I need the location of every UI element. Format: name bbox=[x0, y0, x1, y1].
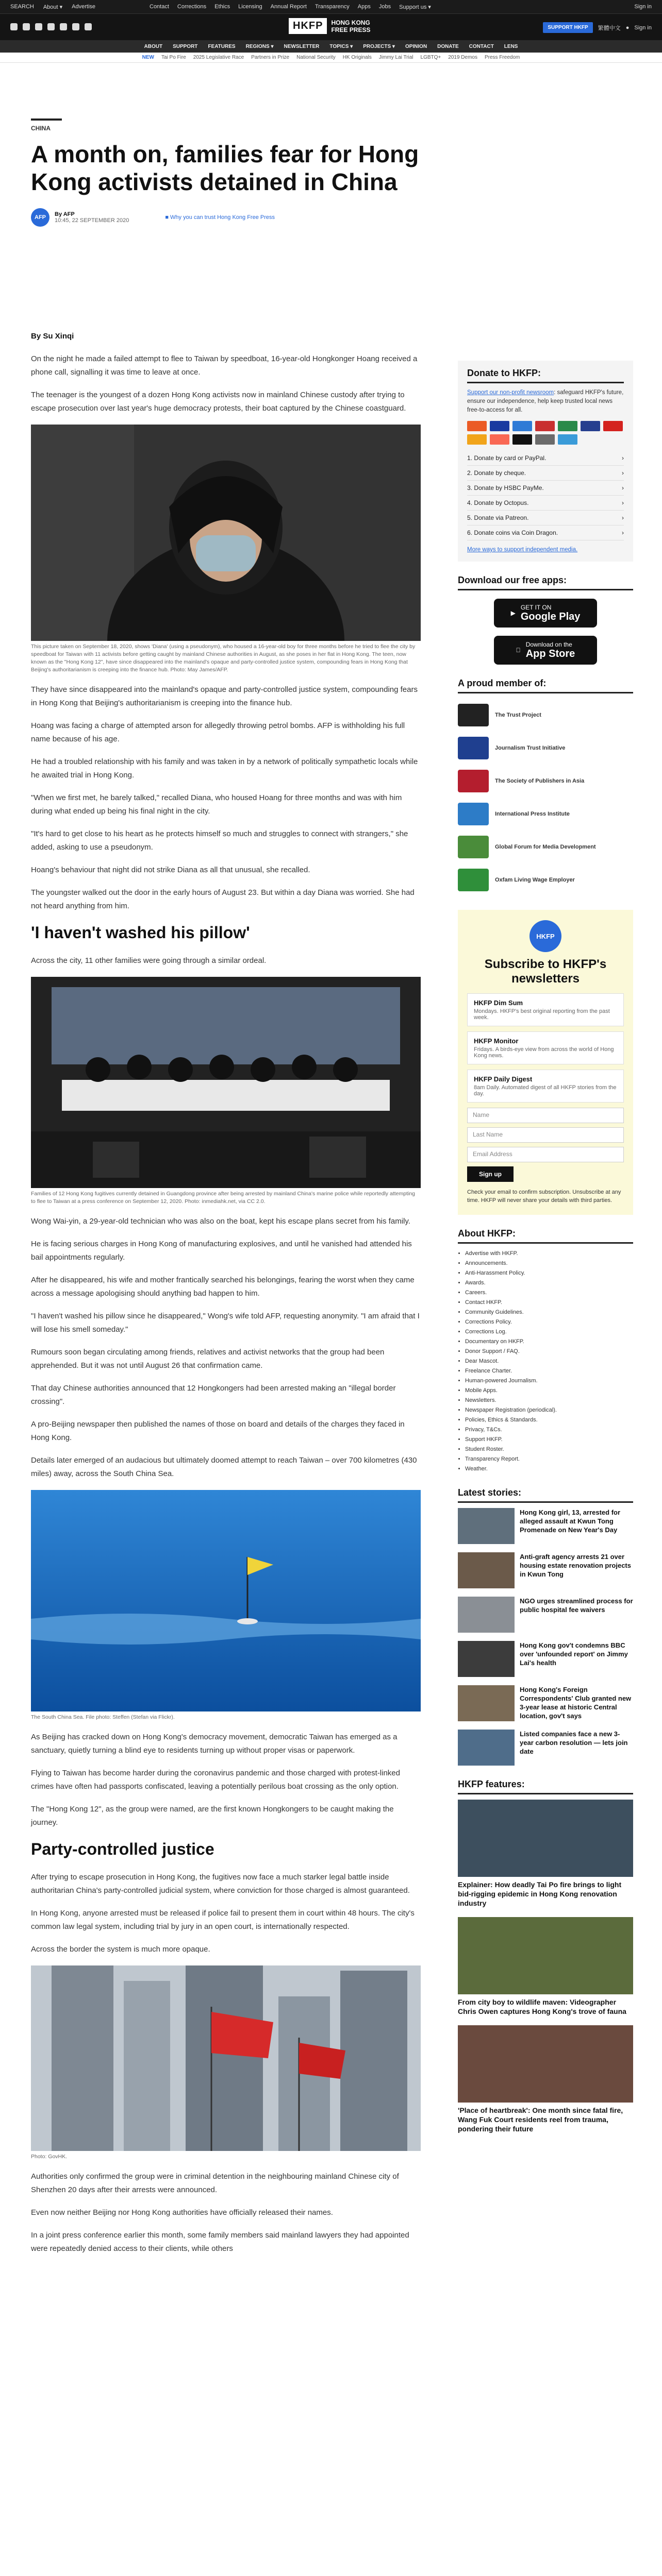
nav-topics[interactable]: TOPICS ▾ bbox=[329, 43, 353, 49]
members-heading: A proud member of: bbox=[458, 678, 633, 693]
about-link[interactable]: • Corrections Policy. bbox=[465, 1317, 633, 1327]
apps-link[interactable]: Apps bbox=[357, 4, 371, 10]
donate-option-label: 4. Donate by Octopus. bbox=[467, 499, 529, 506]
apps-widget bbox=[458, 575, 633, 665]
paragraph: Even now neither Beijing nor Hong Kong authorities have officially released their names. bbox=[31, 2208, 333, 2217]
option-title: HKFP Daily Digest bbox=[474, 1075, 533, 1083]
option-title: HKFP Monitor bbox=[474, 1037, 519, 1045]
feature-image bbox=[458, 1917, 633, 1994]
paragraph: That day Chinese authorities announced that 12 Hongkongers had been arrested making an "illegal border crossing". bbox=[31, 1384, 396, 1406]
paragraph: Authorities only confirmed the group were in criminal detention in the neighbouring mainland Chinese city of Shenzhen 20 days after their arrests were announced. bbox=[31, 2172, 399, 2194]
trending-item[interactable]: Jimmy Lai Trial bbox=[378, 55, 413, 60]
octopus-icon bbox=[467, 434, 487, 445]
app-store-button[interactable] bbox=[494, 636, 597, 665]
about-link[interactable]: • Community Guidelines. bbox=[465, 1308, 633, 1317]
about-heading: About HKFP: bbox=[458, 1228, 633, 1244]
paragraph: Hoang was facing a charge of attempted arson for allegedly throwing petrol bombs. AFP is withholding his full name because of his age. bbox=[31, 721, 405, 743]
paragraph: Across the city, 11 other families were going through a similar ordeal. bbox=[31, 956, 267, 965]
apps-heading: Download our free apps: bbox=[458, 575, 633, 590]
trending-item[interactable]: Press Freedom bbox=[484, 55, 520, 60]
about-link[interactable]: • Donor Support / FAQ. bbox=[465, 1347, 633, 1357]
paragraph: "It's hard to get close to his heart as he protects himself so much and struggles to connect with strangers," she added, asking to use a pseudonym. bbox=[31, 829, 408, 852]
trust-project-logo bbox=[458, 704, 489, 726]
paypal-icon bbox=[581, 421, 600, 431]
more-ways-link[interactable]: More ways to support independent media. bbox=[467, 547, 578, 553]
header bbox=[0, 13, 662, 40]
rss-icon[interactable] bbox=[85, 23, 92, 30]
chevron-right-icon: › bbox=[622, 514, 624, 521]
chevron-right-icon: › bbox=[622, 469, 624, 477]
story-thumbnail bbox=[458, 1552, 515, 1588]
about-link[interactable]: • Transparency Report. bbox=[465, 1454, 633, 1464]
payment-logos bbox=[467, 421, 624, 445]
features-heading: HKFP features: bbox=[458, 1779, 633, 1794]
donate-heading: Donate to HKFP: bbox=[467, 368, 624, 383]
feature-story[interactable] bbox=[458, 2025, 633, 2133]
paragraph: In Hong Kong, anyone arrested must be released if police fail to present them in court within 48 hours. The city's common law legal system, including trial by jury in an open court, is internationally respected. bbox=[31, 1909, 415, 1931]
story-title: Hong Kong's Foreign Correspondents' Club granted new 3-year lease at historic Central location, gov't says bbox=[520, 1686, 632, 1720]
donate-option-label: 6. Donate coins via Coin Dragon. bbox=[467, 529, 558, 536]
payme-icon bbox=[603, 421, 623, 431]
section-heading: Party-controlled justice bbox=[31, 1840, 214, 1858]
logo-line-1: HONG KONG bbox=[331, 19, 370, 26]
member-gfmd[interactable] bbox=[458, 831, 633, 863]
story-thumbnail bbox=[458, 1508, 515, 1544]
about-link[interactable]: • Support HKFP. bbox=[465, 1435, 633, 1445]
newsletter-note: Check your email to confirm subscription. Unsubscribe at any time. HKFP will never share your details with third parties. bbox=[467, 1189, 621, 1204]
main-nav bbox=[0, 40, 662, 53]
donate-option-label: 2. Donate by cheque. bbox=[467, 469, 526, 477]
about-link[interactable]: • Student Roster. bbox=[465, 1445, 633, 1454]
author-avatar[interactable]: AFP bbox=[31, 208, 49, 227]
paragraph: "I haven't washed his pillow since he disappeared," Wong's wife told AFP, requesting anonymity. "I am afraid that I will lose his smell someday." bbox=[31, 1312, 420, 1334]
member-jti[interactable] bbox=[458, 732, 633, 765]
story-thumbnail bbox=[458, 1730, 515, 1766]
amex-icon bbox=[512, 421, 532, 431]
latest-story[interactable] bbox=[458, 1552, 633, 1588]
nav-features[interactable]: FEATURES bbox=[208, 43, 236, 49]
photo-flags-buildings bbox=[31, 1965, 421, 2151]
paragraph: The youngster walked out the door in the early hours of August 23. But within a day Diana was worried. She had not heard anything from him. bbox=[31, 888, 415, 910]
about-link[interactable]: • Careers. bbox=[465, 1288, 633, 1298]
paragraph: The teenager is the youngest of a dozen Hong Kong activists now in mainland Chinese custody after trying to escape prosecution over last year's huge democracy protests, their boat captured by the Chinese coastguard. bbox=[31, 391, 406, 413]
about-link[interactable]: • Weather. bbox=[465, 1464, 633, 1474]
latest-story[interactable] bbox=[458, 1685, 633, 1721]
about-link[interactable]: • Anti-Harassment Policy. bbox=[465, 1268, 633, 1278]
donate-widget bbox=[458, 361, 633, 562]
article-meta bbox=[31, 208, 631, 227]
trending-new-label: NEW bbox=[142, 55, 154, 60]
trending-item[interactable]: 2019 Demos bbox=[448, 55, 477, 60]
photo-masked-woman bbox=[31, 425, 421, 641]
corrections-link[interactable]: Corrections bbox=[177, 4, 207, 10]
member-sopa[interactable] bbox=[458, 765, 633, 798]
google-play-icon: ▶ bbox=[510, 609, 516, 617]
latest-story[interactable] bbox=[458, 1641, 633, 1677]
linkedin-icon[interactable] bbox=[47, 23, 55, 30]
member-name: Global Forum for Media Development bbox=[495, 844, 596, 850]
donate-option[interactable] bbox=[467, 466, 624, 481]
trust-link-text: Why you can trust Hong Kong Free Press bbox=[170, 214, 275, 221]
about-widget bbox=[458, 1228, 633, 1474]
applepay-icon bbox=[512, 434, 532, 445]
photo-caption: Photo: GovHK. bbox=[31, 2154, 68, 2160]
topbar-sign-in[interactable]: Sign in bbox=[634, 4, 652, 10]
paragraph: Across the border the system is much more opaque. bbox=[31, 1945, 210, 1954]
last-name-field[interactable]: Last Name bbox=[467, 1127, 624, 1143]
store-small-text: GET IT ON bbox=[520, 603, 552, 611]
about-link[interactable]: • Corrections Log. bbox=[465, 1327, 633, 1337]
latest-widget bbox=[458, 1487, 633, 1766]
paragraph: The "Hong Kong 12", as the group were named, are the first known Hongkongers to be caught making the journey. bbox=[31, 1805, 394, 1827]
article-title: A month on, families fear for Hong Kong activists detained in China bbox=[31, 141, 419, 195]
nav-contact[interactable]: CONTACT bbox=[469, 43, 494, 49]
trust-link[interactable]: ■ Why you can trust Hong Kong Free Press bbox=[165, 214, 275, 221]
feature-image bbox=[458, 2025, 633, 2103]
email-field[interactable]: Email Address bbox=[467, 1147, 624, 1162]
youtube-icon[interactable] bbox=[60, 23, 67, 30]
story-title: Listed companies face a new 3-year carbon resolution — lets join date bbox=[520, 1730, 628, 1755]
paragraph: He had a troubled relationship with his family and was taken in by a network of politically sympathetic locals while he awaited trial in Hong Kong. bbox=[31, 757, 418, 779]
paragraph: A pro-Beijing newspaper then published the names of those on board and details of the charges they faced in Hong Kong. bbox=[31, 1420, 405, 1442]
nav-donate[interactable]: DONATE bbox=[437, 43, 459, 49]
jobs-link[interactable]: Jobs bbox=[378, 4, 391, 10]
member-trust-project[interactable] bbox=[458, 699, 633, 732]
paragraph: After trying to escape prosecution in Hong Kong, the fugitives now face a much starker legal battle inside authoritarian China's party-controlled judicial system, where conviction for those charged is almost guaranteed. bbox=[31, 1873, 410, 1895]
member-name: International Press Institute bbox=[495, 811, 570, 817]
about-link[interactable]: • Dear Mascot. bbox=[465, 1357, 633, 1366]
store-name: App Store bbox=[523, 648, 573, 659]
feature-story[interactable] bbox=[458, 1917, 633, 2016]
about-link[interactable]: • Awards. bbox=[465, 1278, 633, 1288]
about-link[interactable]: • Mobile Apps. bbox=[465, 1386, 633, 1396]
paragraph: He is facing serious charges in Hong Kong of manufacturing explosives, and until he vanished had attended his bail appointments regularly. bbox=[31, 1240, 412, 1262]
about-link[interactable]: • Policies, Ethics & Standards. bbox=[465, 1415, 633, 1425]
support-us-menu[interactable]: Support us ▾ bbox=[399, 4, 431, 10]
latest-story[interactable] bbox=[458, 1597, 633, 1633]
member-oxfam[interactable] bbox=[458, 863, 633, 896]
jcb-icon bbox=[558, 421, 577, 431]
trending-item[interactable]: HK Originals bbox=[342, 55, 372, 60]
photo-press-conference bbox=[31, 977, 421, 1188]
donate-option[interactable] bbox=[467, 481, 624, 496]
story-title: Hong Kong gov't condemns BBC over 'unfounded report' on Jimmy Lai's health bbox=[520, 1641, 628, 1667]
donate-option-label: 1. Donate by card or PayPal. bbox=[467, 454, 547, 462]
name-field[interactable]: Name bbox=[467, 1108, 624, 1123]
photo-south-china-sea bbox=[31, 1490, 421, 1711]
newsletter-option-monitor[interactable] bbox=[467, 1031, 624, 1064]
gfmd-logo bbox=[458, 836, 489, 858]
paragraph: Flying to Taiwan has become harder during the coronavirus pandemic and those charged with protest-linked crimes have often had passports confiscated, leaving a potentially perilous boat crossing as the only option. bbox=[31, 1769, 400, 1791]
section-heading: 'I haven't washed his pillow' bbox=[31, 923, 250, 942]
latest-story[interactable] bbox=[458, 1508, 633, 1544]
member-name: The Society of Publishers in Asia bbox=[495, 778, 585, 784]
patreon-icon bbox=[490, 434, 509, 445]
paragraph: On the night he made a failed attempt to flee to Taiwan by speedboat, 16-year-old Hongkonger Hoang received a phone call, signalling it was time to leave at once. bbox=[31, 354, 418, 377]
story-thumbnail bbox=[458, 1641, 515, 1677]
photo-caption: Families of 12 Hong Kong fugitives currently detained in Guangdong province after being arrested by mainland China's marine police while reportedly attempting to flee to Taiwan at a press conference on September 12, 2020. Photo: inmediahk.net, via CC 2.0. bbox=[31, 1191, 416, 1205]
about-link[interactable]: • Newspaper Registration (periodical). bbox=[465, 1405, 633, 1415]
donate-option[interactable] bbox=[467, 451, 624, 466]
feature-title: 'Place of heartbreak': One month since fatal fire, Wang Fuk Court residents reel from trauma, pondering their future bbox=[458, 2106, 623, 2133]
photo-caption: The South China Sea. File photo: Steffen (Stefan via Flickr). bbox=[31, 1714, 175, 1720]
member-name: Oxfam Living Wage Employer bbox=[495, 877, 575, 883]
member-name: The Trust Project bbox=[495, 712, 541, 718]
mastercard-icon bbox=[467, 421, 487, 431]
support-hkfp-button[interactable]: SUPPORT HKFP bbox=[543, 22, 592, 33]
donate-option-label: 5. Donate via Patreon. bbox=[467, 514, 529, 521]
jti-logo bbox=[458, 737, 489, 759]
sign-up-button[interactable]: Sign up bbox=[467, 1166, 514, 1182]
paragraph: They have since disappeared into the mainland's opaque and party-controlled justice system, compounding fears in Hong Kong that Beijing's authoritarianism is creeping into the finance hub. bbox=[31, 685, 418, 707]
googlepay-icon bbox=[535, 434, 555, 445]
visa-icon bbox=[490, 421, 509, 431]
publish-date: 10:45, 22 SEPTEMBER 2020 bbox=[55, 217, 129, 224]
instagram-icon[interactable] bbox=[35, 23, 42, 30]
store-small-text: Download on the bbox=[523, 640, 570, 648]
about-link[interactable]: • Newsletters. bbox=[465, 1396, 633, 1405]
author-name[interactable]: By AFP bbox=[55, 211, 75, 217]
feature-image bbox=[458, 1800, 633, 1877]
newsletter-title: Subscribe to HKFP's newsletters bbox=[484, 957, 607, 986]
support-newsroom-link[interactable]: Support our non-profit newsroom bbox=[467, 389, 554, 396]
fps-icon bbox=[558, 434, 577, 445]
story-title: NGO urges streamlined process for public hospital fee waivers bbox=[520, 1597, 633, 1614]
option-desc: 8am Daily. Automated digest of all HKFP stories from the day. bbox=[474, 1084, 617, 1097]
search-link[interactable]: SEARCH bbox=[10, 4, 34, 10]
licensing-link[interactable]: Licensing bbox=[238, 4, 262, 10]
user-icon[interactable]: ● bbox=[625, 24, 630, 31]
logo-line-2: FREE PRESS bbox=[331, 26, 371, 33]
unionpay-icon bbox=[535, 421, 555, 431]
feature-story[interactable] bbox=[458, 1800, 633, 1908]
story-thumbnail bbox=[458, 1685, 515, 1721]
story-title: Anti-graft agency arrests 21 over housing estate renovation projects in Kwun Tong bbox=[520, 1553, 631, 1578]
paragraph: Wong Wai-yin, a 29-year-old technician who was also on the boat, kept his escape plans secret from his family. bbox=[31, 1217, 410, 1226]
google-play-button[interactable] bbox=[494, 599, 597, 628]
paragraph: In a joint press conference earlier this month, some family members said mainland lawyers they had appointed were repeatedly denied access to their clients, while others bbox=[31, 2231, 409, 2253]
oxfam-logo bbox=[458, 869, 489, 891]
paragraph: Details later emerged of an audacious but ultimately doomed attempt to reach Taiwan – over 700 kilometres (430 miles) away, across the South China Sea. bbox=[31, 1456, 417, 1478]
logo-mark: HKFP bbox=[289, 18, 327, 34]
about-menu[interactable]: About ▾ bbox=[43, 4, 63, 10]
paragraph: "When we first met, he barely talked," recalled Diana, who housed Hoang for three months and was with him during what ended up being his final night in the city. bbox=[31, 793, 402, 816]
newsletter-widget bbox=[458, 910, 633, 1215]
article-header bbox=[31, 118, 631, 227]
donate-option[interactable] bbox=[467, 496, 624, 511]
donate-text: : safeguard HKFP's future, ensure our independence, help keep trusted local news free-to-access for all. bbox=[467, 389, 624, 413]
byline: By Su Xinqi bbox=[31, 332, 74, 341]
paragraph: Rumours soon began circulating among friends, relatives and activist networks that the group had been apprehended. But it was not until August 26 that confirmation came. bbox=[31, 1348, 385, 1370]
newsletter-logo: HKFP bbox=[529, 920, 561, 952]
trending-bar bbox=[0, 53, 662, 63]
option-desc: Mondays. HKFP's best original reporting from the past week. bbox=[474, 1008, 610, 1021]
latest-heading: Latest stories: bbox=[458, 1487, 633, 1503]
store-name: Google Play bbox=[520, 611, 581, 622]
story-title: Hong Kong girl, 13, arrested for alleged assault at Kwun Tong Promenade on New Year's Day bbox=[520, 1509, 621, 1534]
chevron-right-icon: › bbox=[622, 529, 624, 536]
feature-title: From city boy to wildlife maven: Videographer Chris Owen captures Hong Kong's trove of fauna bbox=[458, 1998, 626, 2015]
social-links bbox=[10, 23, 92, 30]
feature-title: Explainer: How deadly Tai Po fire brings to light bid-rigging epidemic in Hong Kong renovation industry bbox=[458, 1880, 622, 1907]
advertise-link[interactable]: Advertise bbox=[72, 4, 96, 10]
nav-support[interactable]: SUPPORT bbox=[173, 43, 198, 49]
photo-caption: This picture taken on September 18, 2020, shows 'Diana' (using a pseudonym), who housed a 16-year-old boy for three months before he tried to flee the city by speedboat for Taiwan with 11 activists before getting caught by mainland Chinese authorities in August, as she poses in her flat in Hong Kong. The teen, now known as the "Hong Kong 12", have since disappeared into the mainland's opaque and party-controlled justice system, compounding fears in Hong Kong that Beijing's authoritarianism is creeping into the finance hub. Photo: May James/AFP. bbox=[31, 643, 416, 673]
utility-bar bbox=[0, 0, 662, 13]
about-link[interactable]: • Privacy, T&Cs. bbox=[465, 1425, 633, 1435]
trending-item[interactable]: National Security bbox=[296, 55, 336, 60]
about-link[interactable]: • Advertise with HKFP. bbox=[465, 1249, 633, 1259]
donate-options bbox=[467, 451, 624, 540]
paragraph: Hoang's behaviour that night did not strike Diana as all that unusual, she recalled. bbox=[31, 866, 310, 874]
language-switch[interactable]: 繁體中文 bbox=[598, 25, 621, 31]
paragraph: As Beijing has cracked down on Hong Kong's democracy movement, democratic Taiwan has emerged as a sanctuary, quietly turning a blind eye to residents turning up without proper visas or paperwork. bbox=[31, 1733, 398, 1755]
member-name: Journalism Trust Initiative bbox=[495, 745, 566, 751]
facebook-icon[interactable] bbox=[23, 23, 30, 30]
chevron-right-icon: › bbox=[622, 484, 624, 492]
nav-lens[interactable]: LENS bbox=[504, 43, 518, 49]
twitter-icon[interactable] bbox=[10, 23, 18, 30]
contact-link[interactable]: Contact bbox=[150, 4, 169, 10]
apple-icon bbox=[516, 647, 521, 654]
donate-option-label: 3. Donate by HSBC PayMe. bbox=[467, 484, 544, 492]
sign-in-link[interactable]: Sign in bbox=[634, 24, 652, 31]
donate-option[interactable] bbox=[467, 511, 624, 526]
about-link[interactable]: • Human-powered Journalism. bbox=[465, 1376, 633, 1386]
paragraph: After he disappeared, his wife and mother frantically searched his belongings, fearing the worst when they came across a message apologising should anything bad happen to him. bbox=[31, 1276, 415, 1298]
option-desc: Fridays. A birds-eye view from across the world of Hong Kong news. bbox=[474, 1046, 614, 1059]
site-logo[interactable] bbox=[289, 18, 370, 34]
trending-item[interactable]: Partners in Prize bbox=[251, 55, 290, 60]
about-link[interactable]: • Contact HKFP. bbox=[465, 1298, 633, 1308]
about-link[interactable]: • Documentary on HKFP. bbox=[465, 1337, 633, 1347]
ipi-logo bbox=[458, 803, 489, 825]
trending-item[interactable]: 2025 Legislative Race bbox=[193, 55, 244, 60]
about-link[interactable]: • Freelance Charter. bbox=[465, 1366, 633, 1376]
newsletter-option-dim-sum[interactable] bbox=[467, 993, 624, 1026]
chevron-right-icon: › bbox=[622, 454, 624, 462]
nav-newsletter[interactable]: NEWSLETTER bbox=[284, 43, 320, 49]
nav-regions[interactable]: REGIONS ▾ bbox=[245, 43, 274, 49]
article-body bbox=[31, 330, 421, 2265]
about-links bbox=[458, 1249, 633, 1474]
ethics-link[interactable]: Ethics bbox=[214, 4, 230, 10]
members-widget bbox=[458, 678, 633, 896]
features-widget bbox=[458, 1779, 633, 2133]
trending-item[interactable]: LGBTQ+ bbox=[420, 55, 441, 60]
category-label[interactable]: CHINA bbox=[31, 118, 62, 132]
nav-projects[interactable]: PROJECTS ▾ bbox=[363, 43, 395, 49]
nav-opinion[interactable]: OPINION bbox=[405, 43, 427, 49]
telegram-icon[interactable] bbox=[72, 23, 79, 30]
member-ipi[interactable] bbox=[458, 798, 633, 831]
sidebar bbox=[458, 361, 633, 2143]
nav-about[interactable]: ABOUT bbox=[144, 43, 163, 49]
latest-story[interactable] bbox=[458, 1730, 633, 1766]
transparency-link[interactable]: Transparency bbox=[315, 4, 350, 10]
sopa-logo bbox=[458, 770, 489, 792]
newsletter-option-daily[interactable] bbox=[467, 1070, 624, 1103]
about-link[interactable]: • Announcements. bbox=[465, 1259, 633, 1268]
chevron-right-icon: › bbox=[622, 499, 624, 506]
story-thumbnail bbox=[458, 1597, 515, 1633]
donate-option[interactable] bbox=[467, 526, 624, 540]
option-title: HKFP Dim Sum bbox=[474, 999, 523, 1007]
annual-report-link[interactable]: Annual Report bbox=[270, 4, 307, 10]
trending-item[interactable]: Tai Po Fire bbox=[161, 55, 186, 60]
